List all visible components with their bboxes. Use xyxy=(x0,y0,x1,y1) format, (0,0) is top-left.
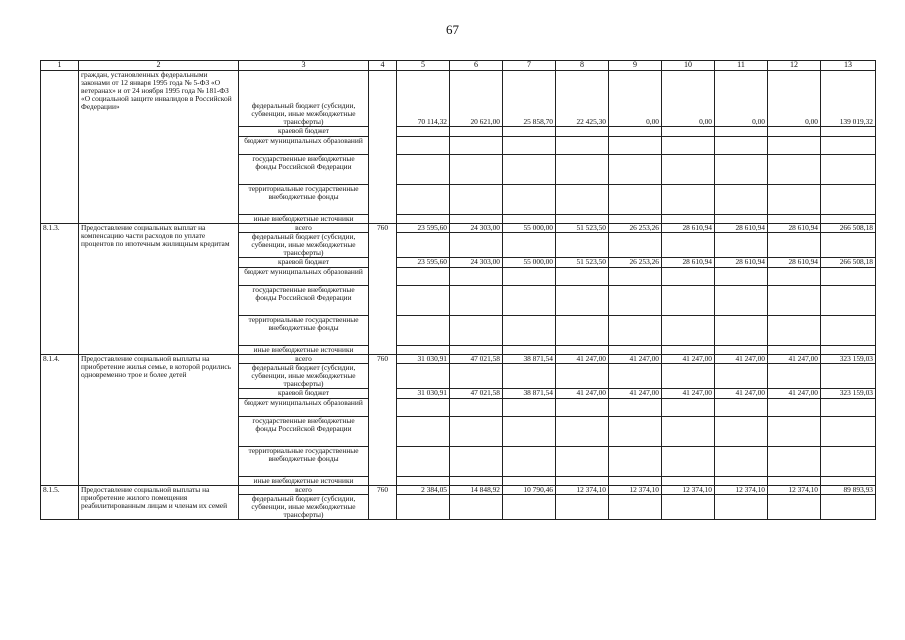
amount-cell xyxy=(821,155,876,185)
column-header: 8 xyxy=(556,61,609,71)
amount-cell xyxy=(715,476,768,485)
amount-cell xyxy=(609,416,662,446)
column-header: 5 xyxy=(397,61,450,71)
amount-cell xyxy=(609,363,662,388)
funding-source: федеральный бюджет (субсидии, субвенции, иные межбюджетные трансферты) xyxy=(239,71,369,127)
amount-cell xyxy=(397,285,450,315)
amount-cell xyxy=(609,285,662,315)
amount-cell xyxy=(768,233,821,258)
amount-cell xyxy=(397,446,450,476)
amount-cell: 14 848,92 xyxy=(450,485,503,494)
amount-cell xyxy=(662,416,715,446)
amount-cell xyxy=(821,267,876,285)
amount-cell xyxy=(768,137,821,155)
amount-cell: 28 610,94 xyxy=(662,224,715,233)
amount-cell: 22 425,30 xyxy=(556,71,609,127)
amount-cell xyxy=(609,155,662,185)
amount-cell: 41 247,00 xyxy=(662,388,715,398)
measure-name: Предоставление социальной выплаты на приобретение жилого помещения реабилитированным лицам и членам их семей xyxy=(79,485,239,519)
amount-cell xyxy=(715,233,768,258)
amount-cell xyxy=(768,215,821,224)
amount-cell xyxy=(556,315,609,345)
amount-cell xyxy=(609,494,662,519)
amount-cell xyxy=(609,185,662,215)
amount-cell: 0,00 xyxy=(715,71,768,127)
amount-cell xyxy=(503,476,556,485)
amount-cell xyxy=(503,315,556,345)
amount-cell xyxy=(715,315,768,345)
amount-cell: 23 595,60 xyxy=(397,224,450,233)
amount-cell xyxy=(503,345,556,354)
amount-cell xyxy=(768,446,821,476)
amount-cell xyxy=(556,267,609,285)
column-header-row xyxy=(41,61,876,71)
column-header: 11 xyxy=(715,61,768,71)
amount-cell xyxy=(450,137,503,155)
amount-cell xyxy=(397,185,450,215)
amount-cell xyxy=(503,363,556,388)
amount-cell xyxy=(556,345,609,354)
funding-source: территориальные государственные внебюджетные фонды xyxy=(239,315,369,345)
amount-cell: 0,00 xyxy=(662,71,715,127)
amount-cell: 20 621,00 xyxy=(450,71,503,127)
funding-source: краевой бюджет xyxy=(239,388,369,398)
row-number: 8.1.3. xyxy=(41,224,79,355)
amount-cell xyxy=(821,446,876,476)
amount-cell: 12 374,10 xyxy=(609,485,662,494)
funding-source: территориальные государственные внебюджетные фонды xyxy=(239,185,369,215)
amount-cell xyxy=(768,155,821,185)
amount-cell xyxy=(556,155,609,185)
amount-cell xyxy=(609,215,662,224)
amount-cell xyxy=(503,285,556,315)
row-number: 8.1.4. xyxy=(41,354,79,485)
amount-cell: 31 030,91 xyxy=(397,354,450,363)
column-header: 4 xyxy=(369,61,397,71)
funding-source: бюджет муниципальных образований xyxy=(239,267,369,285)
funding-source: краевой бюджет xyxy=(239,127,369,137)
amount-cell xyxy=(450,476,503,485)
amount-cell xyxy=(768,494,821,519)
amount-cell: 12 374,10 xyxy=(556,485,609,494)
amount-cell xyxy=(821,363,876,388)
row-number xyxy=(41,71,79,224)
amount-cell: 41 247,00 xyxy=(662,354,715,363)
amount-cell: 41 247,00 xyxy=(556,354,609,363)
amount-cell xyxy=(503,494,556,519)
measure-name: Предоставление социальных выплат на компенсацию части расходов по уплате процентов по ипотечным жилищным кредитам xyxy=(79,224,239,355)
amount-cell xyxy=(503,185,556,215)
column-header: 10 xyxy=(662,61,715,71)
amount-cell xyxy=(715,416,768,446)
amount-cell xyxy=(662,185,715,215)
amount-cell xyxy=(821,315,876,345)
amount-cell xyxy=(715,363,768,388)
amount-cell xyxy=(556,215,609,224)
amount-cell xyxy=(503,155,556,185)
amount-cell: 139 019,32 xyxy=(821,71,876,127)
amount-cell: 47 021,58 xyxy=(450,354,503,363)
amount-cell: 41 247,00 xyxy=(609,354,662,363)
funding-source: федеральный бюджет (субсидии, субвенции, иные межбюджетные трансферты) xyxy=(239,494,369,519)
amount-cell xyxy=(715,285,768,315)
amount-cell xyxy=(450,215,503,224)
amount-cell xyxy=(768,127,821,137)
amount-cell xyxy=(821,185,876,215)
amount-cell: 12 374,10 xyxy=(768,485,821,494)
amount-cell xyxy=(662,345,715,354)
amount-cell xyxy=(609,127,662,137)
amount-cell xyxy=(768,476,821,485)
amount-cell xyxy=(662,127,715,137)
funding-source: всего xyxy=(239,224,369,233)
admin-code xyxy=(369,71,397,224)
amount-cell xyxy=(609,137,662,155)
amount-cell xyxy=(450,127,503,137)
amount-cell xyxy=(821,137,876,155)
amount-cell: 24 303,00 xyxy=(450,257,503,267)
amount-cell xyxy=(609,398,662,416)
amount-cell xyxy=(503,215,556,224)
amount-cell xyxy=(397,363,450,388)
amount-cell: 12 374,10 xyxy=(715,485,768,494)
amount-cell xyxy=(450,416,503,446)
column-header: 3 xyxy=(239,61,369,71)
amount-cell xyxy=(503,233,556,258)
amount-cell xyxy=(662,233,715,258)
amount-cell xyxy=(715,446,768,476)
amount-cell xyxy=(662,476,715,485)
funding-source: федеральный бюджет (субсидии, субвенции, иные межбюджетные трансферты) xyxy=(239,233,369,258)
amount-cell xyxy=(556,416,609,446)
amount-cell xyxy=(556,137,609,155)
amount-cell: 41 247,00 xyxy=(715,354,768,363)
amount-cell xyxy=(662,137,715,155)
amount-cell xyxy=(397,127,450,137)
amount-cell xyxy=(397,233,450,258)
amount-cell xyxy=(768,416,821,446)
funding-source: краевой бюджет xyxy=(239,257,369,267)
amount-cell xyxy=(821,233,876,258)
amount-cell xyxy=(503,137,556,155)
funding-source: иные внебюджетные источники xyxy=(239,345,369,354)
amount-cell xyxy=(715,127,768,137)
amount-cell xyxy=(768,185,821,215)
funding-source: всего xyxy=(239,354,369,363)
amount-cell xyxy=(662,315,715,345)
amount-cell xyxy=(715,494,768,519)
amount-cell: 323 159,03 xyxy=(821,388,876,398)
amount-cell: 41 247,00 xyxy=(715,388,768,398)
amount-cell xyxy=(556,476,609,485)
funding-source: территориальные государственные внебюджетные фонды xyxy=(239,446,369,476)
amount-cell xyxy=(397,345,450,354)
amount-cell xyxy=(450,398,503,416)
amount-cell: 38 871,54 xyxy=(503,388,556,398)
amount-cell xyxy=(821,127,876,137)
amount-cell xyxy=(397,315,450,345)
amount-cell xyxy=(397,267,450,285)
amount-cell xyxy=(503,446,556,476)
amount-cell: 41 247,00 xyxy=(768,354,821,363)
amount-cell xyxy=(556,363,609,388)
amount-cell xyxy=(715,345,768,354)
amount-cell xyxy=(821,285,876,315)
amount-cell xyxy=(556,398,609,416)
amount-cell: 28 610,94 xyxy=(768,224,821,233)
amount-cell xyxy=(450,285,503,315)
amount-cell xyxy=(609,233,662,258)
amount-cell: 41 247,00 xyxy=(768,388,821,398)
amount-cell xyxy=(556,494,609,519)
amount-cell: 47 021,58 xyxy=(450,388,503,398)
amount-cell xyxy=(662,215,715,224)
amount-cell: 28 610,94 xyxy=(768,257,821,267)
amount-cell xyxy=(397,476,450,485)
amount-cell xyxy=(397,416,450,446)
amount-cell xyxy=(503,267,556,285)
column-header: 13 xyxy=(821,61,876,71)
amount-cell: 28 610,94 xyxy=(662,257,715,267)
amount-cell xyxy=(768,363,821,388)
funding-source: государственные внебюджетные фонды Российской Федерации xyxy=(239,285,369,315)
amount-cell xyxy=(503,127,556,137)
amount-cell: 10 790,46 xyxy=(503,485,556,494)
amount-cell: 323 159,03 xyxy=(821,354,876,363)
amount-cell xyxy=(609,446,662,476)
amount-cell: 55 000,00 xyxy=(503,257,556,267)
amount-cell xyxy=(450,363,503,388)
amount-cell: 0,00 xyxy=(768,71,821,127)
amount-cell xyxy=(397,155,450,185)
funding-source: иные внебюджетные источники xyxy=(239,215,369,224)
amount-cell xyxy=(715,215,768,224)
amount-cell: 51 523,50 xyxy=(556,224,609,233)
amount-cell xyxy=(397,137,450,155)
amount-cell: 31 030,91 xyxy=(397,388,450,398)
amount-cell xyxy=(821,345,876,354)
funding-source: государственные внебюджетные фонды Российской Федерации xyxy=(239,155,369,185)
amount-cell xyxy=(609,345,662,354)
amount-cell xyxy=(715,137,768,155)
amount-cell: 38 871,54 xyxy=(503,354,556,363)
column-header: 6 xyxy=(450,61,503,71)
amount-cell: 55 000,00 xyxy=(503,224,556,233)
amount-cell: 89 893,93 xyxy=(821,485,876,494)
amount-cell: 12 374,10 xyxy=(662,485,715,494)
amount-cell xyxy=(450,494,503,519)
amount-cell: 28 610,94 xyxy=(715,224,768,233)
amount-cell xyxy=(397,398,450,416)
amount-cell: 25 858,70 xyxy=(503,71,556,127)
table-row xyxy=(41,71,876,127)
amount-cell xyxy=(662,494,715,519)
amount-cell xyxy=(715,155,768,185)
column-header: 12 xyxy=(768,61,821,71)
amount-cell xyxy=(715,267,768,285)
amount-cell xyxy=(768,345,821,354)
amount-cell xyxy=(556,446,609,476)
amount-cell: 28 610,94 xyxy=(715,257,768,267)
amount-cell xyxy=(662,363,715,388)
amount-cell xyxy=(556,233,609,258)
amount-cell: 0,00 xyxy=(609,71,662,127)
budget-table-body xyxy=(41,61,876,520)
measure-name: Предоставление социальной выплаты на приобретение жилья семье, в которой родились одновременно трое и более детей xyxy=(79,354,239,485)
amount-cell xyxy=(821,494,876,519)
amount-cell: 266 508,18 xyxy=(821,224,876,233)
amount-cell: 266 508,18 xyxy=(821,257,876,267)
amount-cell xyxy=(662,267,715,285)
budget-table xyxy=(40,60,876,520)
amount-cell xyxy=(662,285,715,315)
funding-source: государственные внебюджетные фонды Российской Федерации xyxy=(239,416,369,446)
table-row xyxy=(41,485,876,494)
funding-source: бюджет муниципальных образований xyxy=(239,137,369,155)
amount-cell xyxy=(821,416,876,446)
amount-cell: 26 253,26 xyxy=(609,257,662,267)
amount-cell xyxy=(662,446,715,476)
amount-cell xyxy=(397,494,450,519)
funding-source: бюджет муниципальных образований xyxy=(239,398,369,416)
amount-cell xyxy=(450,185,503,215)
table-row xyxy=(41,354,876,363)
amount-cell xyxy=(450,446,503,476)
amount-cell xyxy=(450,315,503,345)
funding-source: всего xyxy=(239,485,369,494)
amount-cell xyxy=(821,398,876,416)
table-row xyxy=(41,224,876,233)
amount-cell: 51 523,50 xyxy=(556,257,609,267)
row-number: 8.1.5. xyxy=(41,485,79,519)
amount-cell: 24 303,00 xyxy=(450,224,503,233)
amount-cell xyxy=(662,155,715,185)
amount-cell xyxy=(609,315,662,345)
amount-cell xyxy=(662,398,715,416)
amount-cell xyxy=(715,398,768,416)
page-number: 67 xyxy=(446,22,459,37)
funding-source: федеральный бюджет (субсидии, субвенции, иные межбюджетные трансферты) xyxy=(239,363,369,388)
amount-cell xyxy=(450,233,503,258)
admin-code: 760 xyxy=(369,485,397,519)
amount-cell xyxy=(768,267,821,285)
amount-cell xyxy=(821,215,876,224)
amount-cell xyxy=(768,285,821,315)
amount-cell xyxy=(503,398,556,416)
measure-name: граждан, установленных федеральными законами от 12 января 1995 года № 5-ФЗ «О ветеранах» и от 24 ноября 1995 года № 181-ФЗ «О социальной защите инвалидов в Российской Федерации» xyxy=(79,71,239,224)
amount-cell xyxy=(609,476,662,485)
admin-code: 760 xyxy=(369,224,397,355)
column-header: 9 xyxy=(609,61,662,71)
amount-cell: 23 595,60 xyxy=(397,257,450,267)
admin-code: 760 xyxy=(369,354,397,485)
amount-cell: 26 253,26 xyxy=(609,224,662,233)
amount-cell: 41 247,00 xyxy=(609,388,662,398)
column-header: 1 xyxy=(41,61,79,71)
amount-cell xyxy=(609,267,662,285)
amount-cell xyxy=(450,155,503,185)
amount-cell xyxy=(821,476,876,485)
amount-cell: 41 247,00 xyxy=(556,388,609,398)
amount-cell: 70 114,32 xyxy=(397,71,450,127)
amount-cell: 2 384,05 xyxy=(397,485,450,494)
column-header: 2 xyxy=(79,61,239,71)
amount-cell xyxy=(397,215,450,224)
amount-cell xyxy=(556,285,609,315)
amount-cell xyxy=(450,345,503,354)
amount-cell xyxy=(768,315,821,345)
funding-source: иные внебюджетные источники xyxy=(239,476,369,485)
amount-cell xyxy=(556,185,609,215)
amount-cell xyxy=(768,398,821,416)
amount-cell xyxy=(715,185,768,215)
amount-cell xyxy=(503,416,556,446)
amount-cell xyxy=(556,127,609,137)
column-header: 7 xyxy=(503,61,556,71)
amount-cell xyxy=(450,267,503,285)
